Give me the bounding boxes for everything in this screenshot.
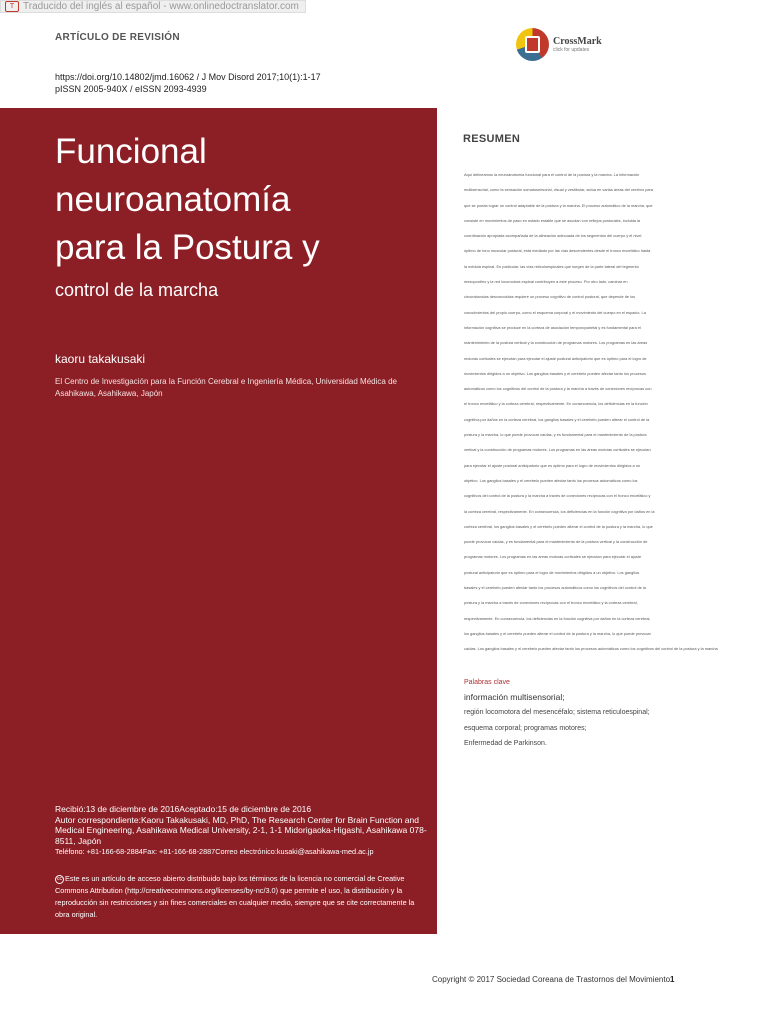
abstract-line: respectivamente. En consecuencia, los deficiencias en la función cognitiva por daños en la corteza cerebral, [464, 615, 651, 621]
title-line: Funcional [55, 132, 207, 171]
keywords-list [464, 690, 754, 751]
abstract-line: programas motores. Los programas en las áreas motoras corticales se ejecutan para ejecutar el ajuste [464, 554, 642, 560]
article-subtitle: control de la marcha [55, 280, 219, 300]
abstract-line: la médula espinal. En particular, las vías reticuloespinales que surgen de la parte lateral del tegmento [464, 263, 639, 269]
abstract-line: Aquí delineamos la neuroanatomía funcional para el control de la postura y la marcha. La información [464, 172, 640, 177]
abstract-line: multisensorial, como la sensación somatosensorial, visual y vestibular, actúa en varias áreas del cerebro para [464, 187, 654, 193]
title-panel [0, 108, 437, 934]
article-title [55, 128, 425, 272]
translator-banner-text[interactable]: Traducido del inglés al español - www.onlinedoctranslator.com [23, 1, 299, 12]
abstract-line: automáticos como los cognitivos del control de la postura y la marcha a través de conexiones recíprocas con [464, 386, 652, 392]
title-line: neuroanatomía [55, 180, 291, 219]
abstract-line: motoras corticales se ejecutan para ejecutar el ajuste postural anticipatorio que es óptimo para el logro de [464, 355, 647, 361]
page-number: 1 [670, 975, 675, 984]
abstract-line: óptimo de tono muscular postural, está mediado por las vías descendentes desde el tronco encefálico hasta [464, 248, 651, 254]
abstract-line: los ganglios basales y el cerebelo pueden alterar el control de la postura y la marcha, lo que puede provocar [464, 630, 651, 636]
abstract-line: circunstancias desconocidas requiere un proceso cognitivo de control postural, que depende de los [464, 294, 636, 300]
abstract-line: mesopontino y la red locomotora espinal contribuyen a este proceso. Por otro lado, caminar en [464, 279, 628, 285]
abstract-line: basales y el cerebelo pueden afectar tanto los procesos automáticos como los cognitivos del control de la [464, 585, 646, 591]
abstract-line: consiste en movimientos de paso en estado estable que se asocian con reflejos posturales, incluida la [464, 217, 641, 223]
crossmark-subtitle: click for updates [553, 47, 590, 53]
title-line: para la Postura y [55, 228, 320, 267]
keyword-item: esquema corporal; programas motores; [464, 724, 587, 732]
abstract-line: cognitiva por daños en la corteza cerebral, los ganglios basales y el cerebelo pueden alterar el control de la [464, 416, 650, 422]
abstract-line: coordinación apropiada acompañada de la alineación adecuada de los segmentos del cuerpo y el nivel [464, 233, 642, 239]
crossmark-name: CrossMark [553, 36, 602, 47]
abstract-line: para ejecutar el ajuste postural anticipatorio que es óptimo para el logro de movimientos dirigidos a un [464, 462, 641, 468]
crossmark-icon [516, 28, 549, 61]
abstract-line: puede provocar caídas, y es fundamental para el mantenimiento de la postura vertical y la construcción de [464, 539, 648, 545]
abstract-line: caídas. Los ganglios basales y el cerebelo pueden afectar tanto los procesos automáticos como los cognitivos del control de la postura y la marcha [464, 646, 718, 652]
abstract-line: objetivo. Los ganglios basales y el cerebelo pueden afectar tanto los procesos automáticos como los [464, 477, 638, 483]
keyword-item: región locomotora del mesencéfalo; sistema reticuloespinal; [464, 709, 650, 717]
article-dates [55, 804, 430, 858]
issn-line: pISSN 2005-940X / eISSN 2093-4939 [55, 84, 207, 94]
license-body: Este es un artículo de acceso abierto distribuido bajo los términos de la licencia no comercial de Creative Commons Attribution (http://creativecommons.org/licenses/by-nc/3.0) que permite el uso, la distribución y la reproducción sin restricciones y sin fines comerciales en cualquier medio, siempre que se cite correctamente la obra original. [55, 874, 415, 919]
abstract-heading: RESUMEN [463, 133, 521, 145]
abstract-line: la corteza cerebral, respectivamente. En consecuencia, los deficiencias en la función cognitiva por daños en la [464, 508, 655, 514]
abstract-line: conocimientos del propio cuerpo, como el esquema corporal y el movimiento del cuerpo en el espacio. La [464, 309, 646, 315]
abstract-line: el tronco encefálico y la corteza cerebral, respectivamente. En consecuencia, los deficiencias en la función [464, 401, 648, 407]
abstract-line: vertical y la construcción de programas motores. Los programas en las áreas motoras corticales se ejecutan [464, 447, 651, 453]
copyright-footer [432, 975, 674, 984]
translator-icon: T [5, 1, 19, 12]
copyright-text: Copyright © 2017 Sociedad Coreana de Trastornos del Movimiento [432, 975, 671, 984]
keyword-item: información multisensorial; [464, 692, 565, 702]
author-name: kaoru takakusaki [55, 352, 146, 366]
crossmark-badge[interactable] [516, 28, 602, 61]
abstract-line: postura y la marcha, lo que puede provocar caídas, y es fundamental para el mantenimiento de la postura [464, 432, 647, 438]
abstract-line: postura y la marcha a través de conexiones recíprocas con el tronco encefálico y la corteza cerebral, [464, 600, 638, 606]
doi-link[interactable]: https://doi.org/10.14802/jmd.16062 / J Mov Disord 2017;10(1):1-17 [55, 72, 321, 82]
corresponding-author: Autor correspondiente:Kaoru Takakusaki, MD, PhD, The Research Center for Brain Function and Medical Engineering, Asahikawa Medical University, 2-1, 1-1 Midorigaoka-Higashi, Asahikawa 078-8511, Japón [55, 814, 427, 846]
abstract-line: cognitivos del control de la postura y la marcha a través de conexiones recíprocas con el tronco encefálico y [464, 493, 651, 499]
citation-block [55, 71, 321, 95]
translator-banner[interactable] [0, 0, 306, 13]
abstract-line: que se pueda lograr un control adaptable de la postura y la marcha. El proceso automático de la marcha, que [464, 202, 653, 208]
abstract-line: movimientos dirigidos a un objetivo. Los ganglios basales y el cerebelo pueden afectar tanto los procesos [464, 370, 646, 376]
keywords-heading: Palabras clave [464, 679, 510, 686]
author-affiliation: El Centro de Investigación para la Función Cerebral e Ingeniería Médica, Universidad Médica de Asahikawa, Asahikawa, Japón [55, 377, 397, 398]
abstract-body [464, 167, 768, 657]
abstract-line: corteza cerebral, los ganglios basales y el cerebelo pueden alterar el control de la postura y la marcha, lo que [464, 523, 653, 529]
license-text [55, 873, 430, 921]
abstract-line: postural anticipatorio que es óptimo para el logro de movimientos dirigidos a un objetivo. Los ganglios [464, 569, 640, 575]
creative-commons-icon: cc [57, 875, 62, 882]
abstract-line: mantenimiento de la postura vertical y la construcción de programas motores. Los programas en las áreas [464, 340, 648, 346]
keyword-item: Enfermedad de Parkinson. [464, 739, 547, 747]
contact-info: Teléfono: +81-166-68-2884Fax: +81-166-68-2887Correo electrónico:kusaki@asahikawa-med.ac.jp [55, 847, 374, 856]
article-type: ARTÍCULO DE REVISIÓN [55, 32, 180, 43]
received-accepted: Recibió:13 de diciembre de 2016Aceptado:15 de diciembre de 2016 [55, 804, 312, 814]
abstract-line: información cognitiva se produce en la corteza de asociación temporoparietal y es fundamental para el [464, 324, 641, 330]
